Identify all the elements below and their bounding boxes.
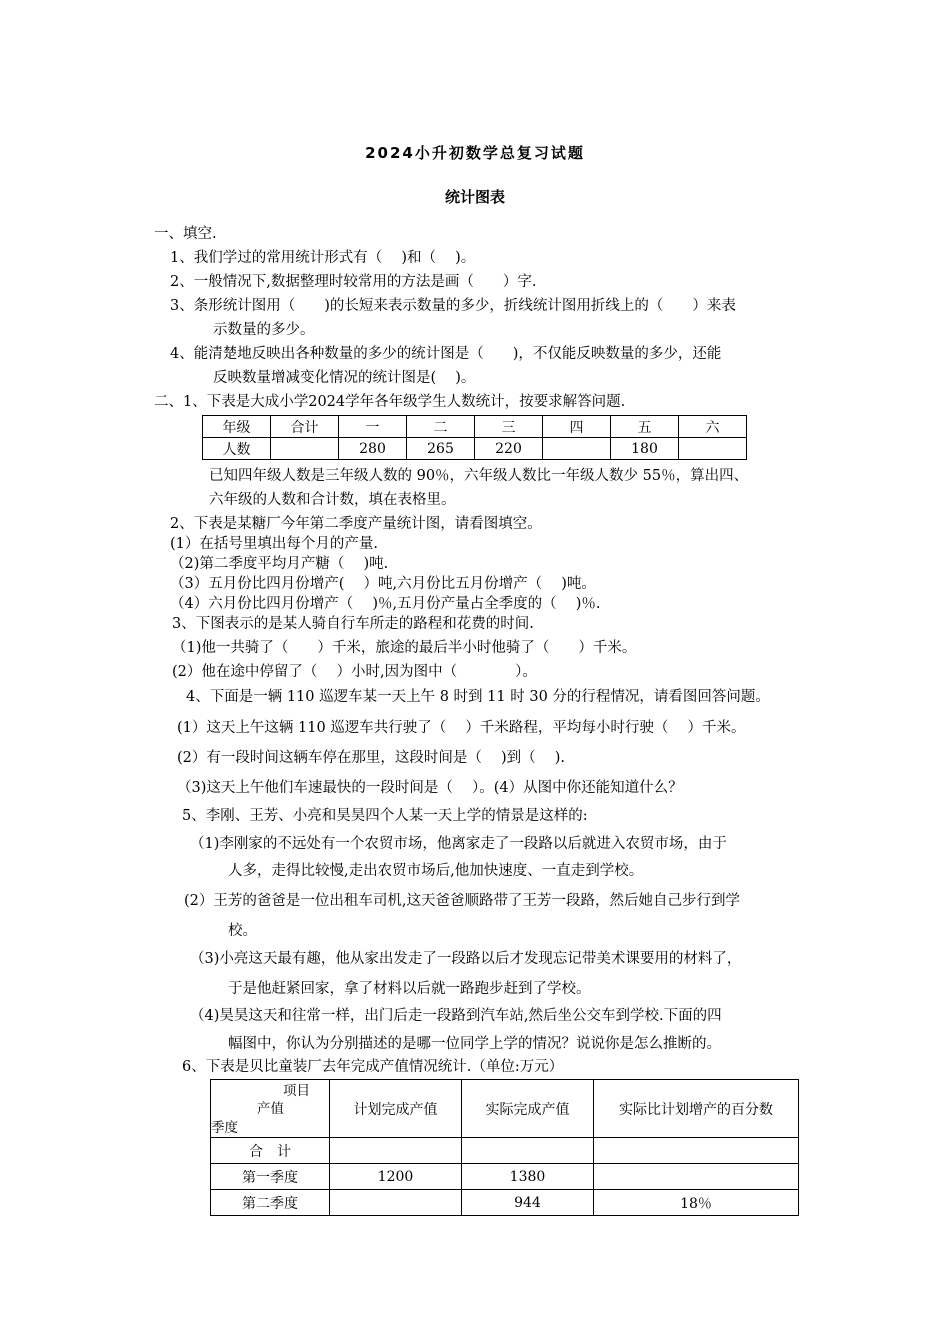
table-row [211,1190,799,1216]
table-cell: 18％ [594,1190,799,1216]
table-header-cell: 实际完成产值 [462,1080,594,1138]
table-cell: 合 计 [211,1138,330,1164]
question-2-6-intro: 6、下表是贝比童装厂去年完成产值情况统计.（单位:万元） [182,1059,564,1075]
table-row [211,1164,799,1190]
corner-label-item: 项目 [283,1083,310,1099]
table-cell [271,438,339,460]
table-row [203,438,747,460]
question-1-4-line2: 反映数量增减变化情况的统计图是( )。 [213,370,476,386]
question-2-2-part1: (1）在括号里填出每个月的产量. [170,536,378,552]
question-1-3-line1: 3、条形统计图用（ )的长短来表示数量的多少，折线统计图用折线上的（ ）来表 [170,298,736,314]
question-2-1-text-line2: 六年级的人数和合计数，填在表格里。 [209,492,456,508]
question-1-4-line1: 4、能清楚地反映出各种数量的多少的统计图是（ )，不仅能反映数量的多少，还能 [170,346,722,362]
table-corner-header [211,1080,330,1138]
table-header-cell: 四 [543,416,611,438]
table-cell: 180 [611,438,679,460]
question-2-4-part3: （3)这天上午他们车速最快的一段时间是（ ）。(4）从图中你还能知道什么？ [177,780,683,796]
section-1-heading: 一、填空. [154,226,217,242]
table-header-cell: 年级 [203,416,271,438]
question-2-2-part3: （3）五月份比四月份增产( ）吨,六月份比五月份增产（ )吨。 [170,576,596,592]
question-1-3-line2: 示数量的多少。 [213,322,315,338]
page-title: 2024小升初数学总复习试题 [365,144,585,162]
table-cell: 280 [339,438,407,460]
question-2-5-part2-line2: 校。 [228,923,257,939]
question-2-2-part4: （4）六月份比四月份增产（ )％,五月份产量占全季度的（ )％. [170,596,601,612]
question-2-1-text-line1: 已知四年级人数是三年级人数的 90％，六年级人数比一年级人数少 55％，算出四、 [209,468,749,484]
table-header-cell: 一 [339,416,407,438]
question-2-4-part2: (2）有一段时间这辆车停在那里，这段时间是（ )到（ ). [177,750,566,766]
question-1-2: 2、一般情况下,数据整理时较常用的方法是画（ ）字. [170,274,537,290]
table-cell [679,438,747,460]
question-2-5-part1-line2: 人多，走得比较慢,走出农贸市场后,他加快速度、一直走到学校。 [228,863,644,879]
table-cell [330,1190,462,1216]
question-1-1: 1、我们学过的常用统计形式有（ )和（ )。 [170,250,476,266]
question-2-5-part4-line1: （4)昊昊这天和往常一样，出门后走一段路到汽车站,然后坐公交车到学校.下面的四 [190,1008,722,1024]
question-2-3-part1: （1)他一共骑了（ ）千米，旅途的最后半小时他骑了（ ）千米。 [172,640,637,656]
question-2-4-intro: 4、下面是一辆 110 巡逻车某一天上午 8 时到 11 时 30 分的行程情况，请看图回答问题。 [186,689,770,705]
table-cell: 944 [462,1190,594,1216]
table-header-row [203,416,747,438]
question-2-5-part3-line1: （3)小亮这天最有趣，他从家出发走了一段路以后才发现忘记带美术课要用的材料了， [190,951,742,967]
corner-label-value: 产值 [257,1101,284,1117]
table-header-cell: 六 [679,416,747,438]
table-cell [462,1138,594,1164]
table-cell: 1380 [462,1164,594,1190]
question-2-5-part4-line2: 幅图中，你认为分别描述的是哪一位同学上学的情况？说说你是怎么推断的。 [228,1036,721,1052]
table-cell: 人数 [203,438,271,460]
table-cell [594,1138,799,1164]
question-2-5-part2-line1: (2）王芳的爸爸是一位出租车司机,这天爸爸顺路带了王芳一段路，然后她自己步行到学 [184,893,740,909]
table-cell: 第一季度 [211,1164,330,1190]
table-header-cell: 计划完成产值 [330,1080,462,1138]
production-value-table [210,1079,799,1216]
table-header-cell: 合计 [271,416,339,438]
page-subtitle: 统计图表 [444,188,505,206]
table-row [211,1138,799,1164]
table-cell [594,1164,799,1190]
table-header-row [211,1080,799,1138]
table-header-cell: 三 [475,416,543,438]
corner-label-quarter: 季度 [211,1120,238,1136]
table-header-cell: 实际比计划增产的百分数 [594,1080,799,1138]
table-header-cell: 五 [611,416,679,438]
table-cell [543,438,611,460]
table-cell [330,1138,462,1164]
question-2-2-intro: 2、下表是某糖厂今年第二季度产量统计图，请看图填空。 [170,516,542,532]
table-header-cell: 二 [407,416,475,438]
question-2-2-part2: （2)第二季度平均月产糖（ )吨. [170,556,389,572]
question-2-4-part1: (1）这天上午这辆 110 巡逻车共行驶了（ ）千米路程，平均每小时行驶（ ）千米。 [177,720,746,736]
grade-students-table [202,415,747,460]
table-cell: 第二季度 [211,1190,330,1216]
question-2-5-part1-line1: （1)李刚家的不远处有一个农贸市场，他离家走了一段路以后就进入农贸市场，由于 [190,836,727,852]
question-2-5-part3-line2: 于是他赶紧回家，拿了材料以后就一路跑步赶到了学校。 [228,981,591,997]
question-2-1-intro: 二、1、下表是大成小学2024学年各年级学生人数统计，按要求解答问题. [154,394,626,410]
question-2-5-intro: 5、李刚、王芳、小亮和昊昊四个人某一天上学的情景是这样的: [182,808,588,824]
question-2-3-part2: (2）他在途中停留了（ ）小时,因为图中（ ）。 [172,664,537,680]
table-cell: 265 [407,438,475,460]
table-cell: 1200 [330,1164,462,1190]
table-cell: 220 [475,438,543,460]
question-2-3-intro: 3、下图表示的是某人骑自行车所走的路程和花费的时间. [172,616,534,632]
